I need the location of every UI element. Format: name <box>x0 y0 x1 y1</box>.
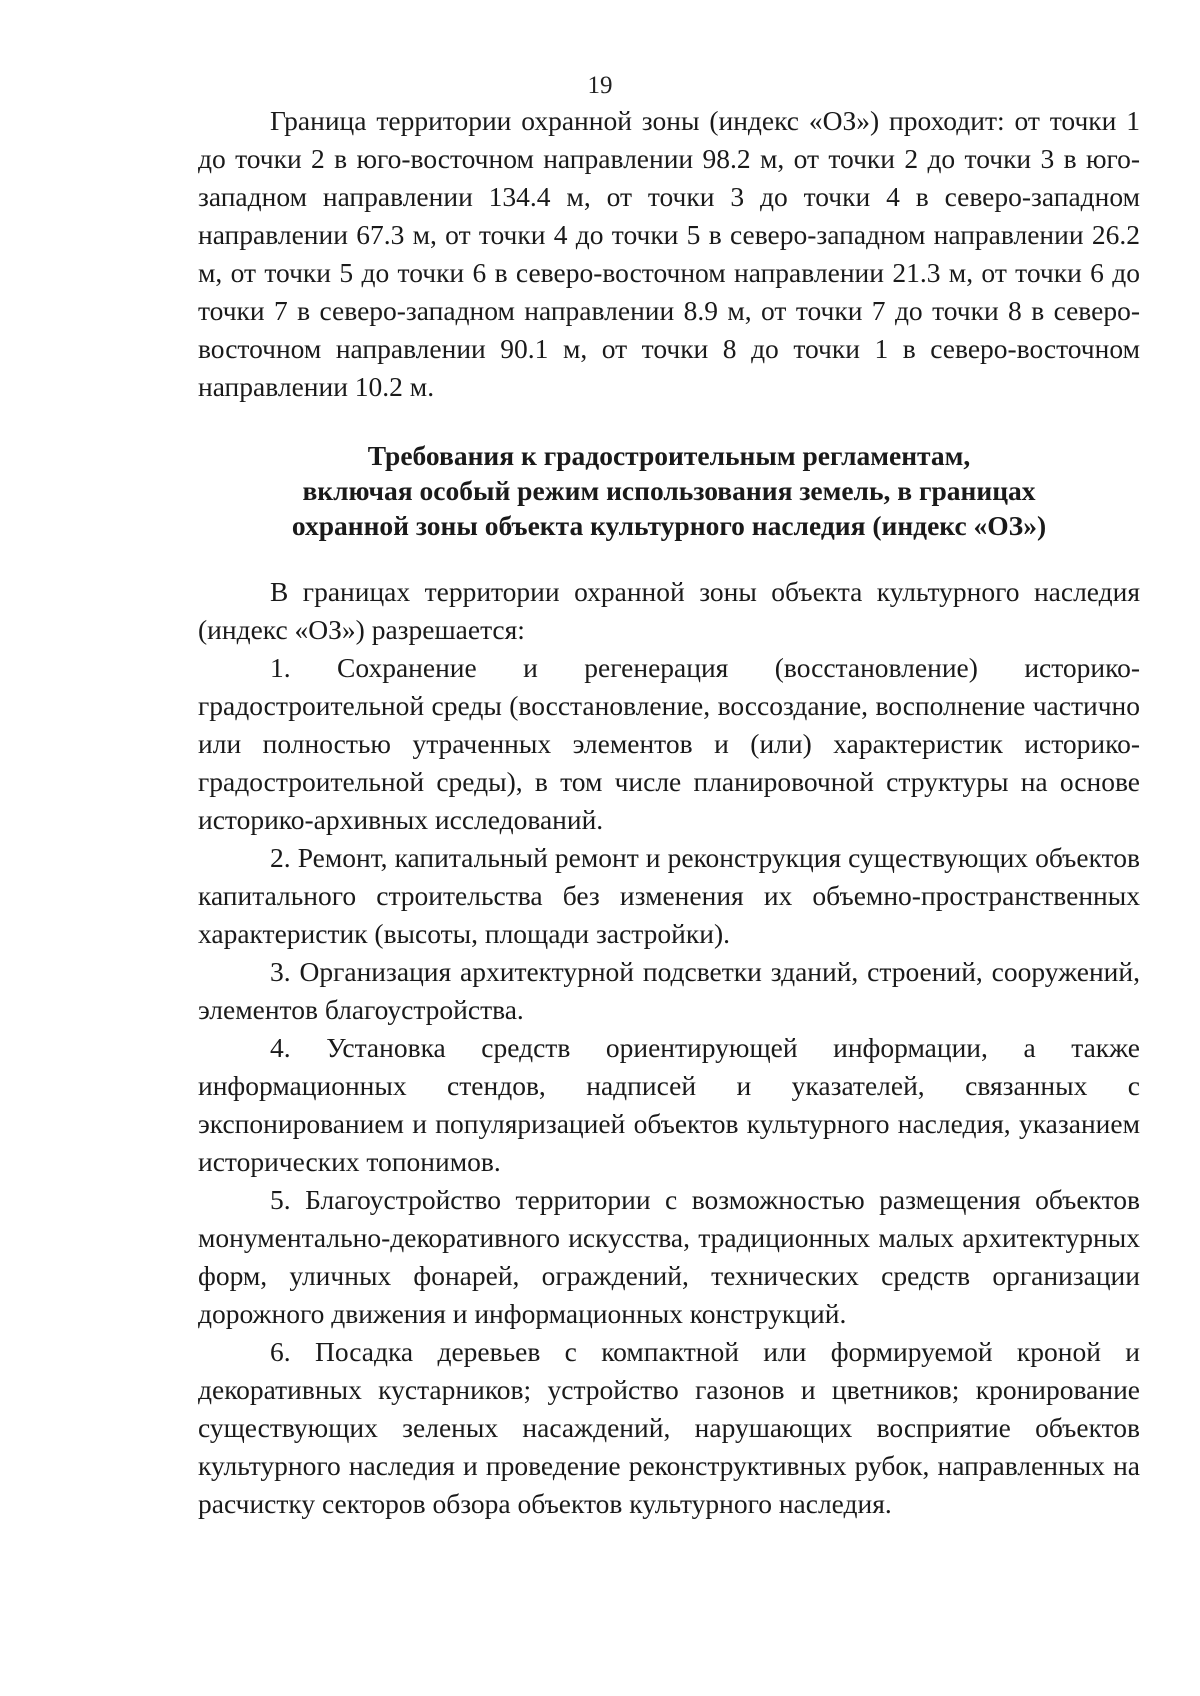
list-item <box>198 839 1140 953</box>
list-item-number: 5. <box>270 1184 291 1215</box>
list-item-number: 2. <box>270 842 291 873</box>
permitted-lead-paragraph: В границах территории охранной зоны объекта культурного наследия (индекс «ОЗ») разрешается: <box>198 576 1140 645</box>
list-item-text: Благоустройство территории с возможностью размещения объектов монументально-декоративного искусства, традиционных малых архитектурных форм, уличных фонарей, ограждений, технических средств организации дорожного движения и информационных конструкций. <box>198 1184 1140 1329</box>
list-item-number: 1. <box>270 652 291 683</box>
list-item-text: Сохранение и регенерация (восстановление) историко-градостроительной среды (восстановление, воссоздание, восполнение частично или полностью утраченных элементов и (или) характеристик историко-градостроительной среды), в том числе планировочной структуры на основе историко-архивных исследований. <box>198 652 1140 835</box>
section-heading-line-1: Требования к градостроительным регламентам, <box>367 440 971 471</box>
section-heading <box>198 438 1140 543</box>
list-item <box>198 1029 1140 1181</box>
list-item <box>198 649 1140 839</box>
list-item-text: Организация архитектурной подсветки зданий, строений, сооружений, элементов благоустройства. <box>198 956 1140 1025</box>
section-heading-line-2: включая особый режим использования земель, в границах <box>302 475 1036 506</box>
permitted-activities-list <box>198 649 1140 1523</box>
list-item-text: Установка средств ориентирующей информации, а также информационных стендов, надписей и указателей, связанных с экспонированием и популяризацией объектов культурного наследия, указанием исторических топонимов. <box>198 1032 1141 1177</box>
list-item-text: Ремонт, капитальный ремонт и реконструкция существующих объектов капитального строительства без изменения их объемно-пространственных характеристик (высоты, площади застройки). <box>198 842 1140 949</box>
page-number: 19 <box>587 72 613 99</box>
boundary-description-paragraph: Граница территории охранной зоны (индекс «ОЗ») проходит: от точки 1 до точки 2 в юго-восточном направлении 98.2 м, от точки 2 до точки 3 в юго-западном направлении 134.4 м, от точки 3 до точки 4 в северо-западном направлении 67.3 м, от точки 4 до точки 5 в северо-западном направлении 26.2 м, от точки 5 до точки 6 в северо-восточном направлении 21.3 м, от точки 6 до точки 7 в северо-западном направлении 8.9 м, от точки 7 до точки 8 в северо-восточном направлении 90.1 м, от точки 8 до точки 1 в северо-восточном направлении 10.2 м. <box>198 105 1140 402</box>
list-item <box>198 1181 1140 1333</box>
document-body <box>198 102 1140 1523</box>
section-heading-line-3: охранной зоны объекта культурного наследия (индекс «ОЗ») <box>291 510 1047 541</box>
list-item <box>198 953 1140 1029</box>
list-item-text: Посадка деревьев с компактной или формируемой кроной и декоративных кустарников; устройство газонов и цветников; кронирование существующих зеленых насаждений, нарушающих восприятие объектов культурного наследия и проведение реконструктивных рубок, направленных на расчистку секторов обзора объектов культурного наследия. <box>198 1336 1140 1519</box>
list-item-number: 3. <box>270 956 291 987</box>
list-item <box>198 1333 1140 1523</box>
list-item-number: 4. <box>270 1032 291 1063</box>
list-item-number: 6. <box>270 1336 291 1367</box>
